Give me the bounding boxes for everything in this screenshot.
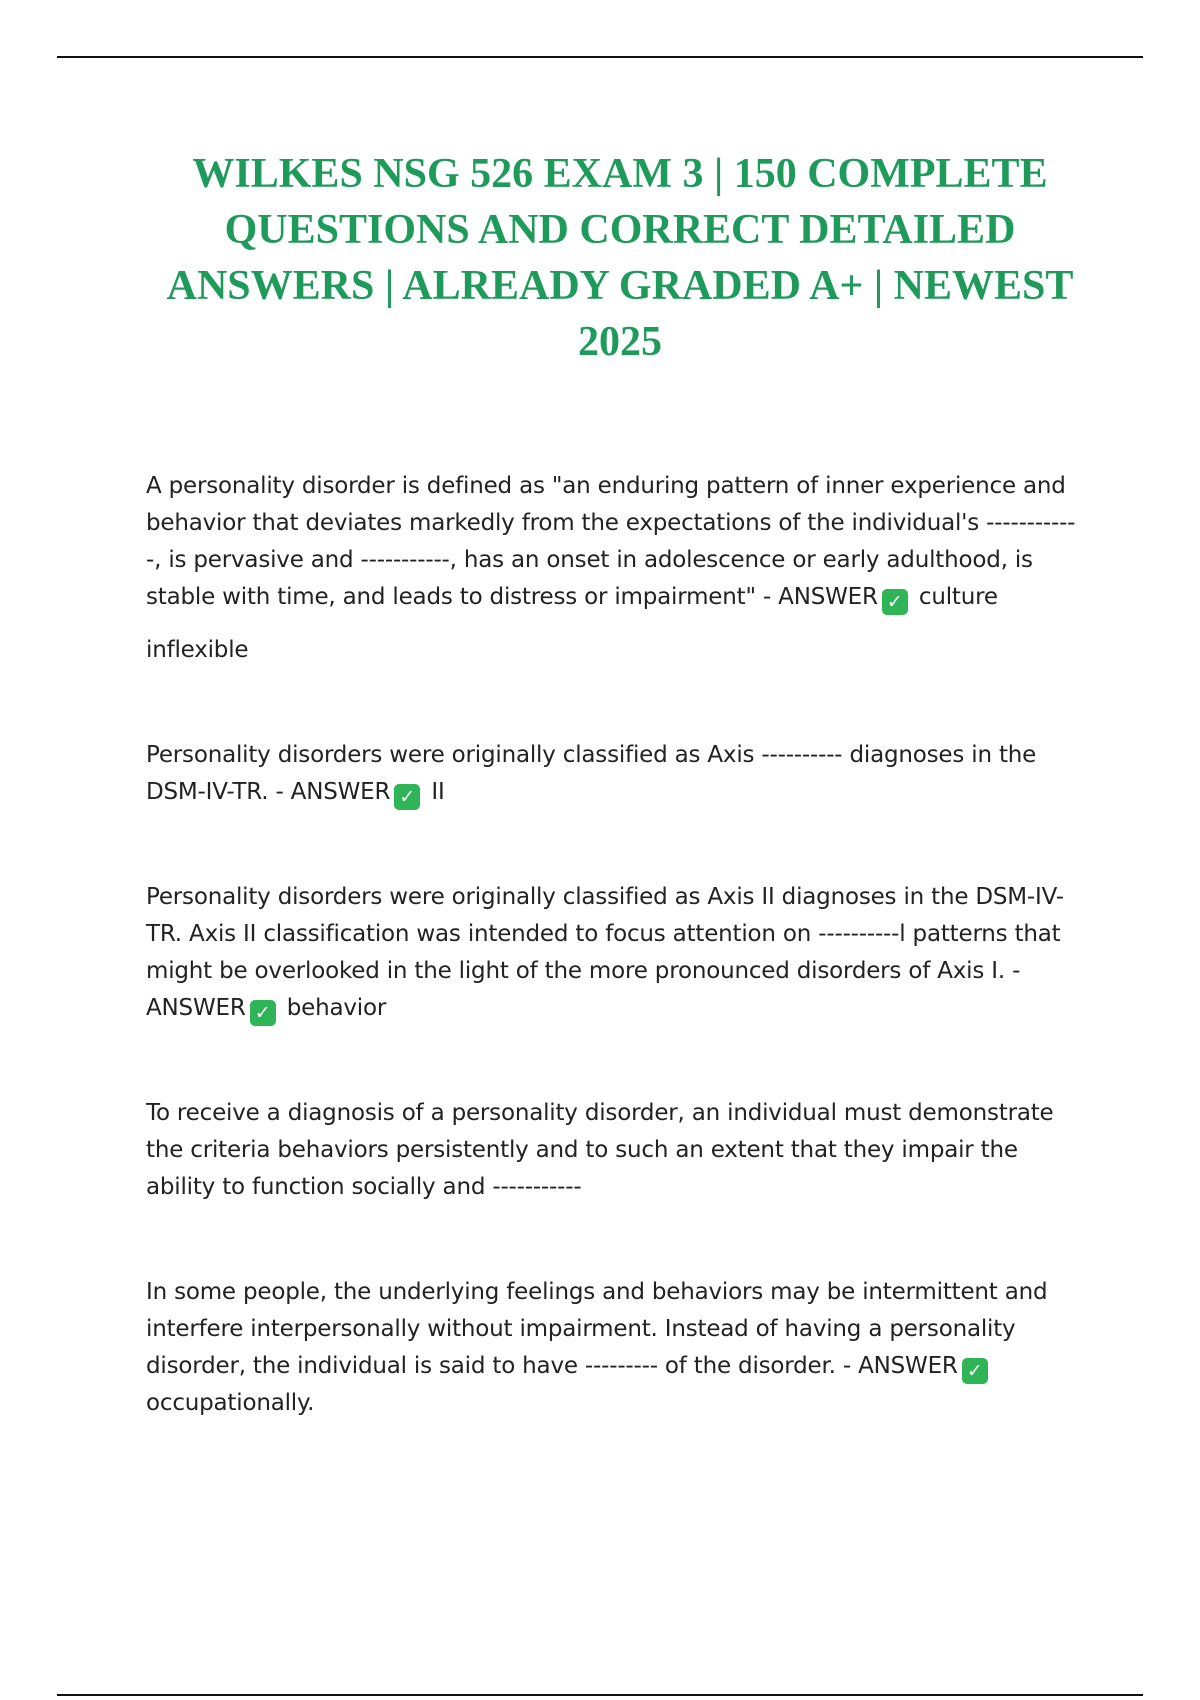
- question-text: To receive a diagnosis of a personality disorder, an individual must demonstrate the criteria behaviors persistently and to such an extent that they impair the ability to function socially and -----------: [146, 1100, 1054, 1200]
- answer-text: behavior: [286, 995, 387, 1021]
- check-icon: ✓: [394, 784, 420, 810]
- qa-item: [146, 1274, 1086, 1422]
- check-icon: ✓: [882, 589, 908, 615]
- qa-item: [146, 1095, 1086, 1206]
- check-icon: ✓: [962, 1358, 988, 1384]
- answer-text: occupationally.: [146, 1390, 315, 1416]
- top-rule: [57, 56, 1143, 58]
- answer-text-extra: inflexible: [146, 637, 249, 663]
- qa-item: [146, 879, 1086, 1027]
- answer-marker: - ANSWER: [842, 1353, 958, 1379]
- qa-list: [146, 468, 1086, 1422]
- qa-item: [146, 468, 1086, 669]
- question-text: Personality disorders were originally classified as Axis ---------- diagnoses in the DSM-IV-TR.: [146, 742, 1037, 805]
- qa-item: [146, 737, 1086, 811]
- document-title: WILKES NSG 526 EXAM 3 | 150 COMPLETE QUESTIONS AND CORRECT DETAILED ANSWERS | ALREADY GRADED A+ | NEWEST 2025: [166, 151, 1074, 365]
- question-text: In some people, the underlying feelings and behaviors may be intermittent and interfere interpersonally without impairment. Instead of having a personality disorder, the individual is said to have --------- of the disorder.: [146, 1279, 1048, 1379]
- answer-text: II: [431, 779, 445, 805]
- bottom-rule: [57, 1694, 1143, 1696]
- answer-marker: - ANSWER: [275, 779, 391, 805]
- answer-marker: - ANSWER: [146, 958, 1021, 1021]
- answer-marker: - ANSWER: [762, 584, 878, 610]
- question-text: Personality disorders were originally classified as Axis II diagnoses in the DSM-IV-TR. Axis II classification was intended to focus attention on ----------l patterns that might be overlooked in the light of the more pronounced disorders of Axis I.: [146, 884, 1064, 984]
- answer-text: culture: [918, 584, 998, 610]
- check-icon: ✓: [250, 1000, 276, 1026]
- question-text: A personality disorder is defined as "an enduring pattern of inner experience and behavior that deviates markedly from the expectations of the individual's ----------- -, is pervasive and -----------, has an onset in adolescence or early adulthood, is stable with time, and leads to distress or impairment": [146, 473, 1076, 610]
